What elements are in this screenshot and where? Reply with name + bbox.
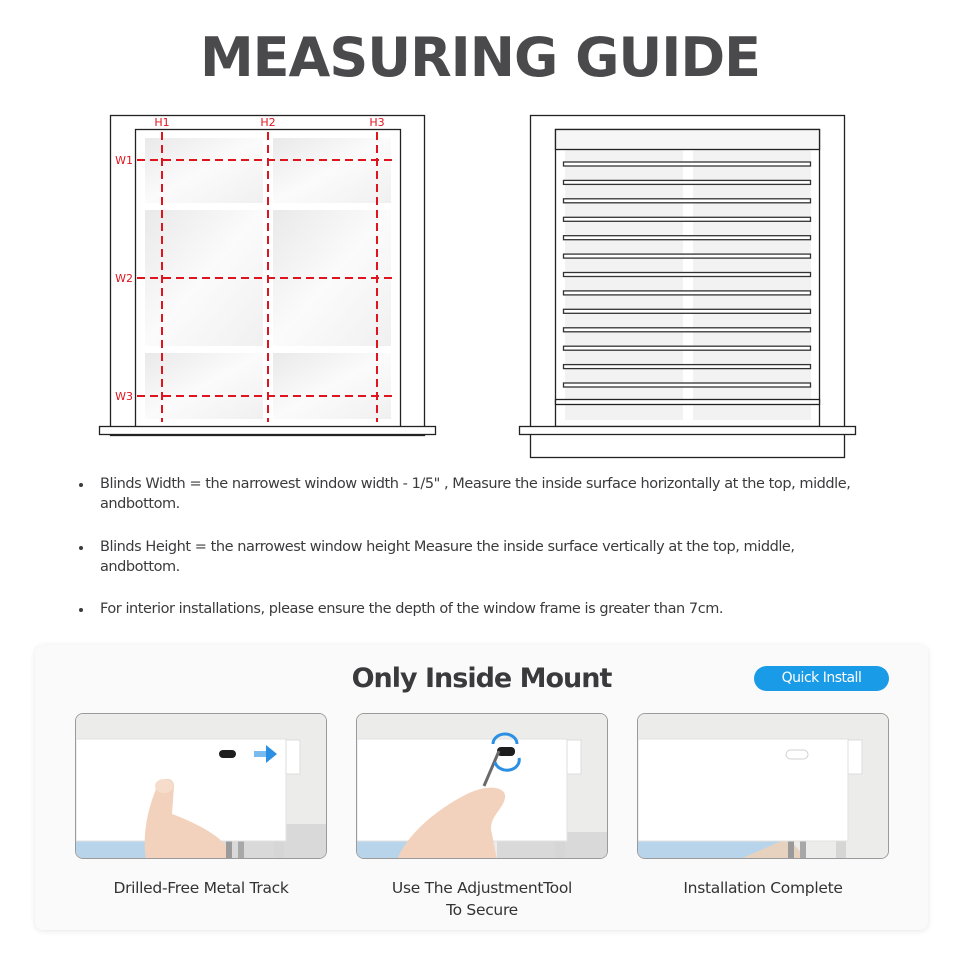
step-caption-adjust [356,877,608,921]
window-measurement-svg [95,110,440,445]
note-height: Blinds Height = the narrowest window height Measure the inside surface vertically at the top, middle, andbottom. [78,537,878,577]
lock-clip [219,750,236,758]
headrail [556,130,820,150]
inside-mount-card [35,645,928,930]
note-width: Blinds Width = the narrowest window width - 1/5" , Measure the inside surface horizontally at the top, middle, andbottom. [78,474,878,514]
blind-slat [564,383,811,387]
height-label-h3: H3 [369,116,385,129]
width-label-w2: W2 [115,272,133,285]
blind-slat [564,309,811,313]
blind-slat [564,254,811,258]
blind-slat [564,346,811,350]
install-step [356,713,608,921]
blind-slat [564,273,811,277]
step-caption-track: Drilled-Free Metal Track [113,879,289,897]
blind-slat [564,180,811,184]
step-caption-adjust-line1: Use The AdjustmentTool [391,879,573,897]
height-label-h1: H1 [154,116,170,129]
height-label-h2: H2 [260,116,276,129]
install-step [75,713,327,899]
clip-icon [786,750,808,759]
blind-slat [564,291,811,295]
blind-slat [564,236,811,240]
mount-title: Only Inside Mount [351,663,612,694]
step-caption-adjust-line2: To Secure [446,901,518,919]
window-sill [100,427,436,435]
page-title: MEASURING GUIDE [199,26,761,89]
blind-slat [564,199,811,203]
blind-slat [564,162,811,166]
window-blinds-svg [515,110,860,460]
window-measurement-diagram [95,110,440,445]
width-label-w3: W3 [115,390,133,403]
blind-slat [564,365,811,369]
bottom-rail [556,400,820,405]
blind-slat [564,328,811,332]
window-blinds-diagram [515,110,860,460]
blind-slat [564,217,811,221]
step-photo-track [75,713,327,859]
width-label-w1: W1 [115,154,133,167]
step-photo-adjust [356,713,608,859]
install-step [637,713,889,899]
quick-install-badge[interactable]: Quick Install [754,666,889,691]
note-depth: For interior installations, please ensure the depth of the window frame is greater than 7cm. [78,599,723,619]
step-caption-complete: Installation Complete [683,879,843,897]
window-sill [520,427,856,435]
step-photo-complete [637,713,889,859]
